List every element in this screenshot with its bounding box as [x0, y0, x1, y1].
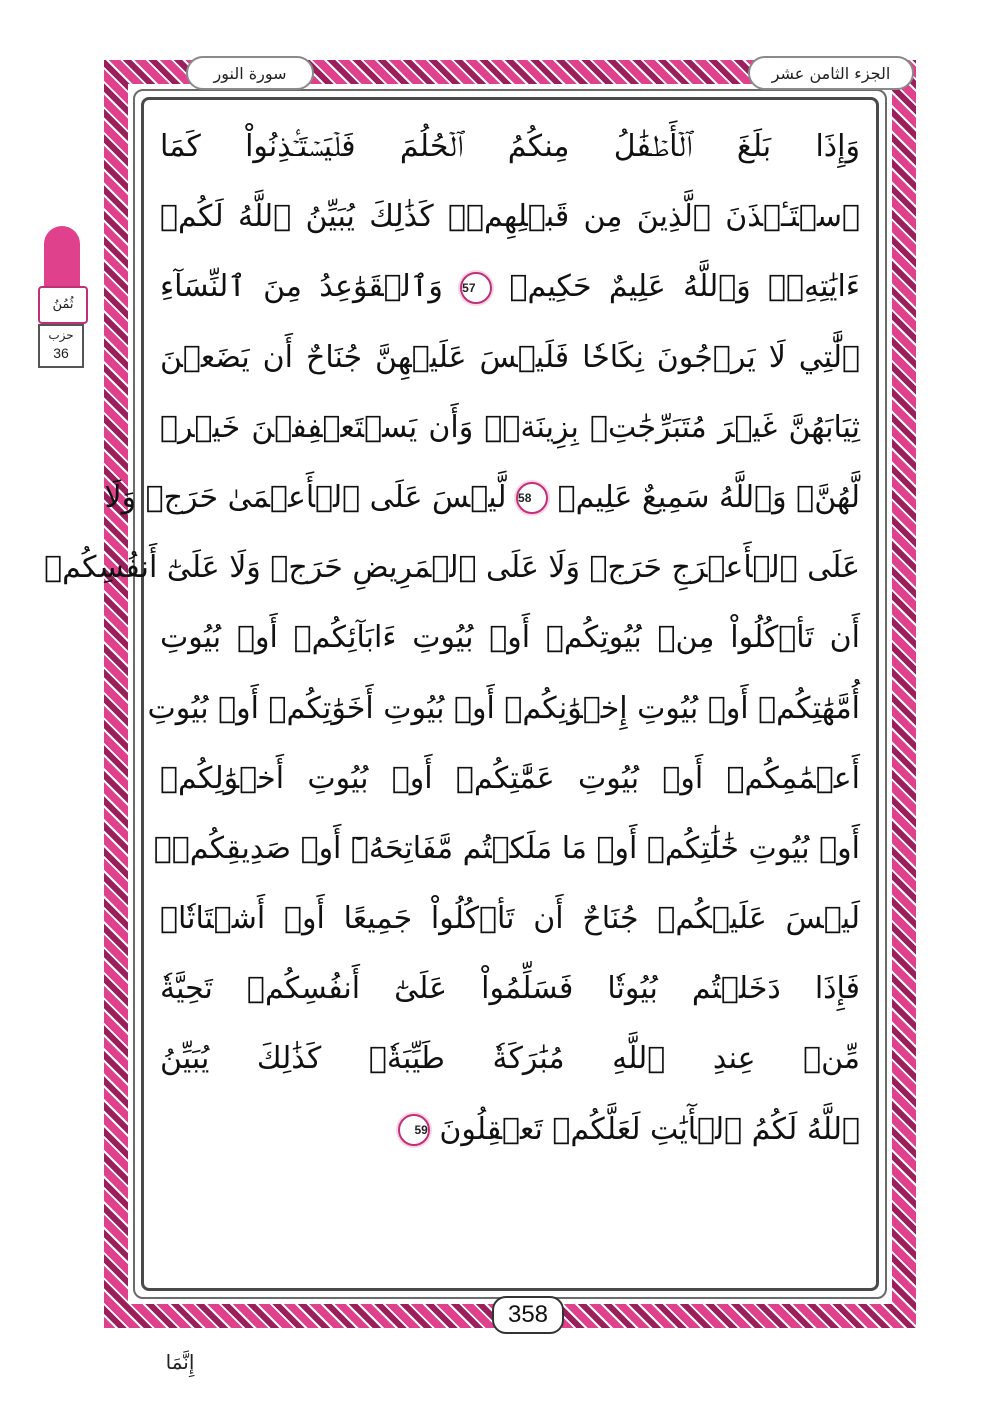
verse-line: أَن تَأۡكُلُواْ مِنۢ بُيُوتِكُمۡ أَوۡ بُيُوتِ ءَابَآئِكُمۡ أَوۡ بُيُوتِ: [160, 620, 860, 656]
hizb-number: 36: [53, 345, 69, 361]
hizb-label: حزب: [48, 328, 74, 342]
verse-line: ءَايَٰتِهِۦۗ وَٱللَّهُ عَلِيمٌ حَكِيمٞ 57 وَٱلۡقَوَٰعِدُ مِنَ ٱلنِّسَآءِ: [160, 269, 860, 305]
verse-line: عَلَى ٱلۡأَعۡرَجِ حَرَجٞ وَلَا عَلَى ٱلۡمَرِيضِ حَرَجٞ وَلَا عَلَىٰٓ أَنفُسِكُمۡ: [44, 550, 860, 586]
surah-title: سورة النور: [186, 56, 314, 90]
verse-line: أُمَّهَٰتِكُمۡ أَوۡ بُيُوتِ إِخۡوَٰنِكُمۡ أَوۡ بُيُوتِ أَخَوَٰتِكُمۡ أَوۡ بُيُوتِ: [147, 690, 860, 726]
hizb-fraction-label: ثُمُنُ: [38, 286, 88, 324]
hizb-marker: [34, 226, 90, 370]
ayah-number-marker: 58: [516, 482, 548, 514]
verse-line: وَإِذَا بَلَغَ ٱلۡأَطۡفَٰلُ مِنكُمُ ٱلۡحُلُمَ فَلۡيَسۡتَـٔۡذِنُواْ كَمَا: [160, 129, 860, 164]
verse-line: أَوۡ بُيُوتِ خَٰلَٰتِكُمۡ أَوۡ مَا مَلَكۡتُم مَّفَاتِحَهُۥٓ أَوۡ صَدِيقِكُمۡۚ: [153, 830, 860, 866]
verse-line: مِّنۡ عِندِ ٱللَّهِ مُبَٰرَكَةٗ طَيِّبَةٗۚ كَذَٰلِكَ يُبَيِّنُ: [160, 1041, 860, 1077]
verse-line: لَيۡسَ عَلَيۡكُمۡ جُنَاحٌ أَن تَأۡكُلُواْ جَمِيعًا أَوۡ أَشۡتَاتٗاۚ: [160, 901, 860, 937]
verse-line: ٱلَّٰتِي لَا يَرۡجُونَ نِكَاحٗا فَلَيۡسَ عَلَيۡهِنَّ جُنَاحٌ أَن يَضَعۡنَ: [160, 339, 860, 375]
verse-line: أَعۡمَٰمِكُمۡ أَوۡ بُيُوتِ عَمَّٰتِكُمۡ أَوۡ بُيُوتِ أَخۡوَٰلِكُمۡ: [160, 760, 860, 796]
verse-line: ٱسۡتَـٔۡذَنَ ٱلَّذِينَ مِن قَبۡلِهِمۡۚ كَذَٰلِكَ يُبَيِّنُ ٱللَّهُ لَكُمۡ: [160, 199, 860, 235]
hizb-box: [38, 324, 84, 368]
ayah-number-marker: 57: [460, 272, 492, 304]
verse-line: لَّهُنَّۗ وَٱللَّهُ سَمِيعٌ عَلِيمٞ 58 لَّيۡسَ عَلَى ٱلۡأَعۡمَىٰ حَرَجٞ وَلَا: [104, 479, 860, 515]
verse-line: ٱللَّهُ لَكُمُ ٱلۡأٓيَٰتِ لَعَلَّكُمۡ تَعۡقِلُونَ 59: [160, 1095, 860, 1165]
catchword: إِنَّمَا: [165, 1350, 195, 1374]
juz-title: الجزء الثامن عشر: [748, 56, 914, 90]
ayah-number-marker: 59: [398, 1114, 430, 1146]
verse-line: فَإِذَا دَخَلۡتُم بُيُوتٗا فَسَلِّمُواْ عَلَىٰٓ أَنفُسِكُمۡ تَحِيَّةٗ: [160, 971, 860, 1007]
verse-line: ثِيَابَهُنَّ غَيۡرَ مُتَبَرِّجَٰتِۭ بِزِينَةٖۖ وَأَن يَسۡتَعۡفِفۡنَ خَيۡرٞ: [160, 409, 860, 445]
page-number: 358: [492, 1296, 564, 1334]
